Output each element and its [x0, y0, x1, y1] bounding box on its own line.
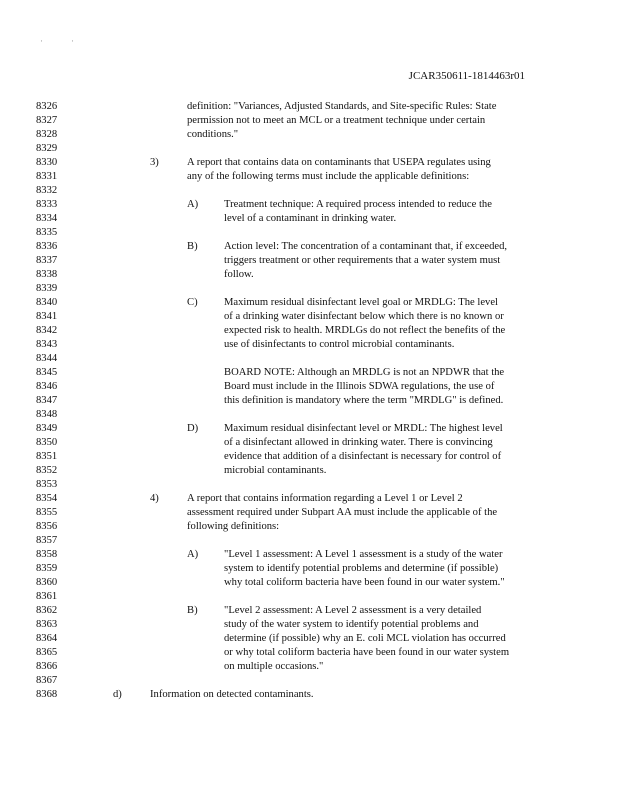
text-line: expected risk to health. MRDLGs do not reflect the benefits of the	[224, 325, 506, 336]
text-line: conditions."	[187, 129, 239, 140]
board-note-line: Board must include in the Illinois SDWA regulations, the use of	[224, 381, 495, 392]
subitem-label: B)	[187, 605, 198, 616]
subitem-label: C)	[187, 297, 198, 308]
text-line: "Level 1 assessment: A Level 1 assessment is a study of the water	[224, 549, 503, 560]
line-number: 8340	[36, 297, 58, 308]
line-number: 8366	[36, 661, 58, 672]
line-number: 8363	[36, 619, 58, 630]
text-line: system to identify potential problems and determine (if possible)	[224, 563, 499, 574]
line-number: 8347	[36, 395, 58, 406]
text-line: level of a contaminant in drinking water.	[224, 213, 397, 224]
text-line: of a drinking water disinfectant below which there is no known or	[224, 311, 504, 322]
board-note-line: BOARD NOTE: Although an MRDLG is not an NPDWR that the	[224, 367, 505, 378]
line-number: 8356	[36, 521, 58, 532]
text-line: why total coliform bacteria have been found in our water system."	[224, 577, 505, 588]
line-number: 8336	[36, 241, 58, 252]
line-number: 8365	[36, 647, 58, 658]
line-number: 8360	[36, 577, 58, 588]
line-number: 8345	[36, 367, 58, 378]
document-id-header: JCAR350611-1814463r01	[408, 70, 525, 82]
line-number: 8349	[36, 423, 58, 434]
line-number: 8335	[36, 227, 58, 238]
subitem-label: A)	[187, 199, 199, 210]
text-line: determine (if possible) why an E. coli MCL violation has occurred	[224, 633, 506, 644]
subitem-label: A)	[187, 549, 199, 560]
line-number: 8351	[36, 451, 58, 462]
line-number: 8332	[36, 185, 58, 196]
line-number: 8342	[36, 325, 58, 336]
text-line: definition: "Variances, Adjusted Standards, and Site-specific Rules: State	[187, 101, 497, 112]
scan-specks: ··	[40, 36, 102, 46]
line-number: 8337	[36, 255, 58, 266]
text-line: on multiple occasions."	[224, 661, 324, 672]
line-number: 8348	[36, 409, 58, 420]
line-number: 8359	[36, 563, 58, 574]
text-line: or why total coliform bacteria have been found in our water system	[224, 647, 510, 658]
text-line: permission not to meet an MCL or a treatment technique under certain	[187, 115, 486, 126]
text-line: Treatment technique: A required process intended to reduce the	[224, 199, 492, 210]
line-number: 8326	[36, 101, 58, 112]
line-number: 8346	[36, 381, 58, 392]
item-label: 3)	[150, 157, 159, 168]
line-number: 8362	[36, 605, 58, 616]
line-number: 8343	[36, 339, 58, 350]
text-line: A report that contains data on contaminants that USEPA regulates using	[187, 157, 491, 168]
text-line: Action level: The concentration of a contaminant that, if exceeded,	[224, 241, 508, 252]
text-line: Maximum residual disinfectant level or MRDL: The highest level	[224, 423, 503, 434]
text-line: Information on detected contaminants.	[150, 689, 314, 700]
line-number: 8339	[36, 283, 58, 294]
line-number: 8333	[36, 199, 58, 210]
board-note-line: this definition is mandatory where the term "MRDLG" is defined.	[224, 395, 504, 406]
line-number: 8338	[36, 269, 58, 280]
text-line: assessment required under Subpart AA must include the applicable of the	[187, 507, 498, 518]
text-line: following definitions:	[187, 521, 280, 532]
line-number: 8367	[36, 675, 58, 686]
text-line: evidence that addition of a disinfectant is necessary for control of	[224, 451, 502, 462]
line-number: 8358	[36, 549, 58, 560]
subitem-label: B)	[187, 241, 198, 252]
line-number: 8344	[36, 353, 58, 364]
text-line: "Level 2 assessment: A Level 2 assessment is a very detailed	[224, 605, 482, 616]
line-number: 8357	[36, 535, 58, 546]
line-number: 8331	[36, 171, 58, 182]
text-line: any of the following terms must include the applicable definitions:	[187, 171, 470, 182]
text-line: A report that contains information regarding a Level 1 or Level 2	[187, 493, 463, 504]
text-line: triggers treatment or other requirements that a water system must	[224, 255, 501, 266]
text-line: Maximum residual disinfectant level goal or MRDLG: The level	[224, 297, 498, 308]
line-number: 8354	[36, 493, 58, 504]
line-number: 8329	[36, 143, 58, 154]
item-label: 4)	[150, 493, 159, 504]
line-number: 8353	[36, 479, 58, 490]
line-number: 8327	[36, 115, 58, 126]
subitem-label: D)	[187, 423, 199, 434]
text-line: study of the water system to identify potential problems and	[224, 619, 479, 630]
text-line: use of disinfectants to control microbial contaminants.	[224, 339, 455, 350]
line-number: 8334	[36, 213, 58, 224]
line-number: 8328	[36, 129, 58, 140]
line-number: 8368	[36, 689, 58, 700]
text-line: microbial contaminants.	[224, 465, 327, 476]
line-number: 8361	[36, 591, 58, 602]
text-line: of a disinfectant allowed in drinking water. There is convincing	[224, 437, 493, 448]
item-label: d)	[113, 689, 122, 700]
text-line: follow.	[224, 269, 254, 280]
line-number: 8352	[36, 465, 58, 476]
line-number: 8355	[36, 507, 58, 518]
line-number: 8341	[36, 311, 58, 322]
line-number: 8364	[36, 633, 58, 644]
line-number: 8350	[36, 437, 58, 448]
line-number: 8330	[36, 157, 58, 168]
